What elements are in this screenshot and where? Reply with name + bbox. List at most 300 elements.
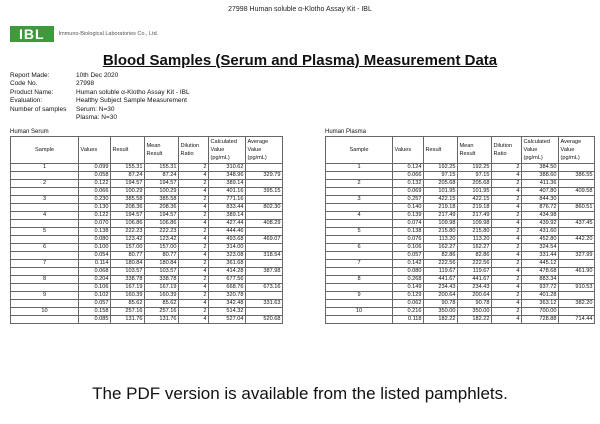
table-cell [559,292,595,300]
table-cell: 668.76 [209,284,246,292]
table-cell: 2 [179,180,209,188]
table-cell: 0.069 [393,188,424,196]
table-cell [559,244,595,252]
column-header: Average Value (pg/mL) [246,137,283,164]
table-cell: 109.98 [458,220,492,228]
table-cell: 215.80 [424,228,458,236]
table-cell [559,212,595,220]
table-cell: 119.67 [458,268,492,276]
table-cell: 2 [492,180,522,188]
table-cell: 401.16 [209,188,246,196]
table-row [11,252,283,260]
table-cell: 167.19 [111,284,145,292]
table-cell: 324.54 [522,244,559,252]
table-cell: 0.149 [393,284,424,292]
table-cell: 407.80 [522,188,559,196]
column-header: Values [79,137,111,164]
table-row [326,276,595,284]
table-cell: 4 [492,172,522,180]
ibl-logo [10,26,158,42]
table-cell: 350.00 [458,308,492,316]
table-cell [326,268,393,276]
meta-value: 10th Dec 2020 [76,72,119,79]
table-cell: 85.62 [145,300,179,308]
table-cell: 860.51 [559,204,595,212]
table-cell: 10 [11,308,79,316]
table-cell: 338.78 [111,276,145,284]
table-cell [326,284,393,292]
table-cell [11,316,79,324]
table-cell: 101.95 [424,188,458,196]
table-cell: 387.98 [246,268,283,276]
table-cell: 514.32 [209,308,246,316]
table-cell: 395.15 [246,188,283,196]
table-cell: 4 [179,284,209,292]
table-cell [326,252,393,260]
table-cell: 123.42 [145,236,179,244]
table-cell: 0.122 [79,212,111,220]
table-row [326,188,595,196]
table-cell: 442.20 [559,236,595,244]
table-cell: 113.20 [424,236,458,244]
table-cell: 2 [179,196,209,204]
table-cell: 0.074 [393,220,424,228]
table-cell: 0.257 [393,196,424,204]
table-cell: 728.88 [522,316,559,324]
column-header: Dilution Ratio [492,137,522,164]
table-cell: 0.085 [79,316,111,324]
table-cell [559,260,595,268]
table-cell: 0.066 [79,188,111,196]
table-cell [246,180,283,188]
table-cell: 0.268 [393,276,424,284]
table-cell [246,276,283,284]
table-cell: 0.132 [393,180,424,188]
table-cell: 182.22 [458,316,492,324]
table-cell: 257.16 [111,308,145,316]
table-cell: 771.16 [209,196,246,204]
table-row [11,204,283,212]
table-cell: 200.64 [458,292,492,300]
logo-mark: IBL [10,26,54,42]
table-cell: 431.60 [522,228,559,236]
table-cell: 2 [326,180,393,188]
table-cell: 0.080 [79,236,111,244]
table-row [326,228,595,236]
table-row [11,308,283,316]
table-cell [326,172,393,180]
table-cell: 217.49 [458,212,492,220]
table-cell [246,228,283,236]
table-cell: 2 [492,164,522,172]
table-cell: 194.57 [111,212,145,220]
meta-value: 27998 [76,80,95,88]
pdf-availability-note: The PDF version is available from the listed pamphlets. [92,384,508,403]
table-cell: 0.102 [79,292,111,300]
table-cell: 222.23 [145,228,179,236]
table-cell: 4 [179,220,209,228]
table-cell: 0.062 [393,300,424,308]
table-cell [246,308,283,316]
table-cell: 222.23 [111,228,145,236]
table-cell: 208.36 [111,204,145,212]
column-header: Mean Result [145,137,179,164]
table-cell: 876.72 [522,204,559,212]
table-cell: 4 [326,212,393,220]
table-cell [559,196,595,204]
table-cell: 342.48 [209,300,246,308]
table-cell [11,220,79,228]
table-cell: 314.00 [209,244,246,252]
table-cell: 422.15 [424,196,458,204]
table-cell: 2 [179,260,209,268]
table-row [326,260,595,268]
meta-row [10,106,190,114]
table-cell: 401.28 [522,292,559,300]
table-cell [559,308,595,316]
table-row [326,172,595,180]
meta-row [10,97,190,105]
table-cell: 155.31 [145,164,179,172]
column-header: Sample [11,137,79,164]
table-cell: 478.68 [522,268,559,276]
table-cell: 411.36 [522,180,559,188]
meta-row [10,114,190,122]
table-cell: 0.204 [79,276,111,284]
table-row [11,164,283,172]
table-cell: 113.20 [458,236,492,244]
table-cell [11,204,79,212]
table-cell: 2 [179,244,209,252]
table-cell: 361.68 [209,260,246,268]
table-cell: 10 [326,308,393,316]
table-cell: 2 [492,276,522,284]
table-cell: 389.14 [209,180,246,188]
table-cell: 162.27 [424,244,458,252]
table-cell: 0.058 [79,172,111,180]
table-cell: 3 [11,196,79,204]
table-cell: 4 [492,220,522,228]
table-cell: 323.08 [209,252,246,260]
table-cell: 4 [179,316,209,324]
table-row [11,228,283,236]
table-cell [326,316,393,324]
table-row [11,236,283,244]
table-cell [326,220,393,228]
table-cell: 87.24 [145,172,179,180]
table-cell [326,236,393,244]
table-cell: 445.12 [522,260,559,268]
table-cell: 90.78 [458,300,492,308]
table-cell: 2 [492,228,522,236]
meta-row [10,72,190,80]
table-cell: 4 [179,236,209,244]
table-row [11,300,283,308]
table-cell: 0.130 [79,204,111,212]
table-cell: 677.56 [209,276,246,284]
table-cell: 384.50 [522,164,559,172]
table-cell: 338.78 [145,276,179,284]
table-row [11,188,283,196]
table-cell: 700.00 [522,308,559,316]
table-cell: 82.86 [458,252,492,260]
table-row [326,252,595,260]
table-cell: 2 [179,276,209,284]
table-row [11,292,283,300]
table-cell: 310.62 [209,164,246,172]
table-cell: 192.25 [458,164,492,172]
table-cell: 0.140 [393,204,424,212]
table-cell: 0.106 [393,244,424,252]
column-header: Result [424,137,458,164]
table-cell [11,172,79,180]
table-cell: 0.216 [393,308,424,316]
table-cell: 85.62 [111,300,145,308]
table-cell: 0.080 [393,268,424,276]
meta-key: Product Name: [10,88,54,96]
table-cell: 844.30 [522,196,559,204]
table-cell: 90.78 [424,300,458,308]
table-cell: 802.30 [246,204,283,212]
table-row [326,244,595,252]
table-cell: 2 [492,292,522,300]
table-cell: 87.24 [111,172,145,180]
serum-section-label: Human Serum [10,129,49,135]
table-cell: 155.31 [111,164,145,172]
meta-value: Plasma: N=30 [76,114,118,122]
table-cell: 363.12 [522,300,559,308]
table-cell: 160.39 [111,292,145,300]
table-row [11,220,283,228]
table-row [11,244,283,252]
table-row [11,212,283,220]
table-cell [246,164,283,172]
table-cell: 8 [326,276,393,284]
table-cell: 192.25 [424,164,458,172]
table-cell: 414.28 [209,268,246,276]
table-cell: 2 [179,308,209,316]
meta-key: Number of samples [10,105,67,113]
table-cell: 100.29 [111,188,145,196]
table-cell: 0.124 [393,164,424,172]
table-cell [11,252,79,260]
table-cell: 157.00 [145,244,179,252]
table-cell: 2 [179,292,209,300]
table-cell: 2 [11,180,79,188]
table-cell: 385.58 [111,196,145,204]
table-cell: 4 [179,204,209,212]
column-header: Calculated Value (pg/mL) [522,137,559,164]
table-cell: 0.070 [79,220,111,228]
column-header: Mean Result [458,137,492,164]
table-cell: 493.68 [209,236,246,244]
table-cell: 234.43 [424,284,458,292]
table-cell: 97.15 [458,172,492,180]
table-cell: 208.36 [145,204,179,212]
serum-data-table [10,136,283,324]
table-cell: 2 [492,308,522,316]
table-cell: 441.67 [424,276,458,284]
table-cell: 320.78 [209,292,246,300]
table-cell: 101.95 [458,188,492,196]
table-cell: 444.46 [209,228,246,236]
plasma-section-label: Human Plasma [325,129,367,135]
table-cell: 4 [492,204,522,212]
table-cell: 0.122 [79,180,111,188]
table-row [326,196,595,204]
table-cell: 4 [179,300,209,308]
table-cell: 0.076 [393,236,424,244]
logo-subtitle: Immuno-Biological Laboratories Co., Ltd. [58,31,159,37]
table-cell: 82.86 [424,252,458,260]
table-cell: 1 [326,164,393,172]
table-cell: 389.14 [209,212,246,220]
table-row [11,180,283,188]
table-cell [11,268,79,276]
table-cell: 452.80 [522,236,559,244]
table-row [326,284,595,292]
table-cell: 318.54 [246,252,283,260]
table-row [326,308,595,316]
table-cell [559,276,595,284]
table-cell: 434.98 [522,212,559,220]
table-cell: 4 [179,172,209,180]
meta-value: Serum: N=30 [76,105,115,113]
table-cell: 4 [179,188,209,196]
meta-key: Report Made: [10,72,50,79]
table-cell: 0.066 [393,172,424,180]
table-cell: 0.099 [79,164,111,172]
table-cell: 109.98 [424,220,458,228]
table-row [326,212,595,220]
table-cell: 257.16 [145,308,179,316]
table-cell: 937.72 [522,284,559,292]
table-cell: 2 [179,164,209,172]
column-header: Values [393,137,424,164]
table-cell: 119.67 [424,268,458,276]
table-row [326,268,595,276]
table-cell: 4 [492,268,522,276]
table-cell: 123.42 [111,236,145,244]
table-cell: 520.68 [246,316,283,324]
table-row [11,276,283,284]
table-cell [246,244,283,252]
table-cell: 0.118 [393,316,424,324]
table-cell: 205.68 [458,180,492,188]
table-cell [11,188,79,196]
table-cell: 160.39 [145,292,179,300]
table-cell: 408.29 [246,220,283,228]
table-cell: 131.76 [111,316,145,324]
table-cell: 409.58 [559,188,595,196]
table-row [11,172,283,180]
column-header: Calculated Value (pg/mL) [209,137,246,164]
column-header: Result [111,137,145,164]
table-cell: 441.67 [458,276,492,284]
table-cell [326,188,393,196]
table-cell: 714.44 [559,316,595,324]
table-row [11,284,283,292]
table-cell: 215.80 [458,228,492,236]
table-cell: 103.57 [111,268,145,276]
table-cell: 4 [11,212,79,220]
table-cell: 0.230 [79,196,111,204]
table-cell: 5 [11,228,79,236]
table-cell: 469.07 [246,236,283,244]
table-cell: 382.20 [559,300,595,308]
meta-key: Evaluation: [10,97,43,105]
table-cell: 4 [492,236,522,244]
table-cell: 0.138 [393,228,424,236]
table-cell: 4 [492,252,522,260]
table-row [326,316,595,324]
page-title: Blood Samples (Serum and Plasma) Measurement Data [102,52,498,69]
table-row [11,260,283,268]
table-cell [326,204,393,212]
table-cell: 157.00 [111,244,145,252]
meta-key: Code No. [10,80,38,88]
table-cell: 329.79 [246,172,283,180]
table-cell: 2 [492,260,522,268]
meta-row [10,89,190,97]
table-cell: 103.57 [145,268,179,276]
table-cell: 217.49 [424,212,458,220]
table-cell: 883.34 [522,276,559,284]
table-cell: 331.44 [522,252,559,260]
table-cell: 180.84 [111,260,145,268]
table-cell [11,300,79,308]
table-cell: 9 [326,292,393,300]
table-cell [246,196,283,204]
table-cell: 6 [326,244,393,252]
table-cell: 0.106 [79,284,111,292]
table-cell: 222.56 [458,260,492,268]
table-cell: 0.142 [393,260,424,268]
table-cell: 437.45 [559,220,595,228]
table-cell: 131.76 [145,316,179,324]
table-cell: 194.57 [111,180,145,188]
table-cell: 106.86 [111,220,145,228]
table-cell [246,212,283,220]
table-cell: 2 [492,196,522,204]
table-row [326,236,595,244]
table-cell: 4 [179,252,209,260]
table-cell: 180.84 [145,260,179,268]
table-cell [559,180,595,188]
table-cell: 0.068 [79,268,111,276]
table-cell: 162.27 [458,244,492,252]
table-cell: 348.96 [209,172,246,180]
table-row [11,196,283,204]
table-cell: 7 [326,260,393,268]
table-cell: 182.22 [424,316,458,324]
table-cell: 80.77 [145,252,179,260]
table-cell: 205.68 [424,180,458,188]
table-cell: 5 [326,228,393,236]
meta-value: Healthy Subject Sample Measurement [76,97,187,105]
table-cell: 3 [326,196,393,204]
table-row [11,316,283,324]
table-row [11,268,283,276]
table-cell: 167.19 [145,284,179,292]
table-cell: 0.158 [79,308,111,316]
table-cell [11,236,79,244]
meta-key [10,114,76,122]
table-cell: 4 [492,316,522,324]
table-cell: 331.63 [246,300,283,308]
table-cell [559,164,595,172]
table-cell [246,260,283,268]
